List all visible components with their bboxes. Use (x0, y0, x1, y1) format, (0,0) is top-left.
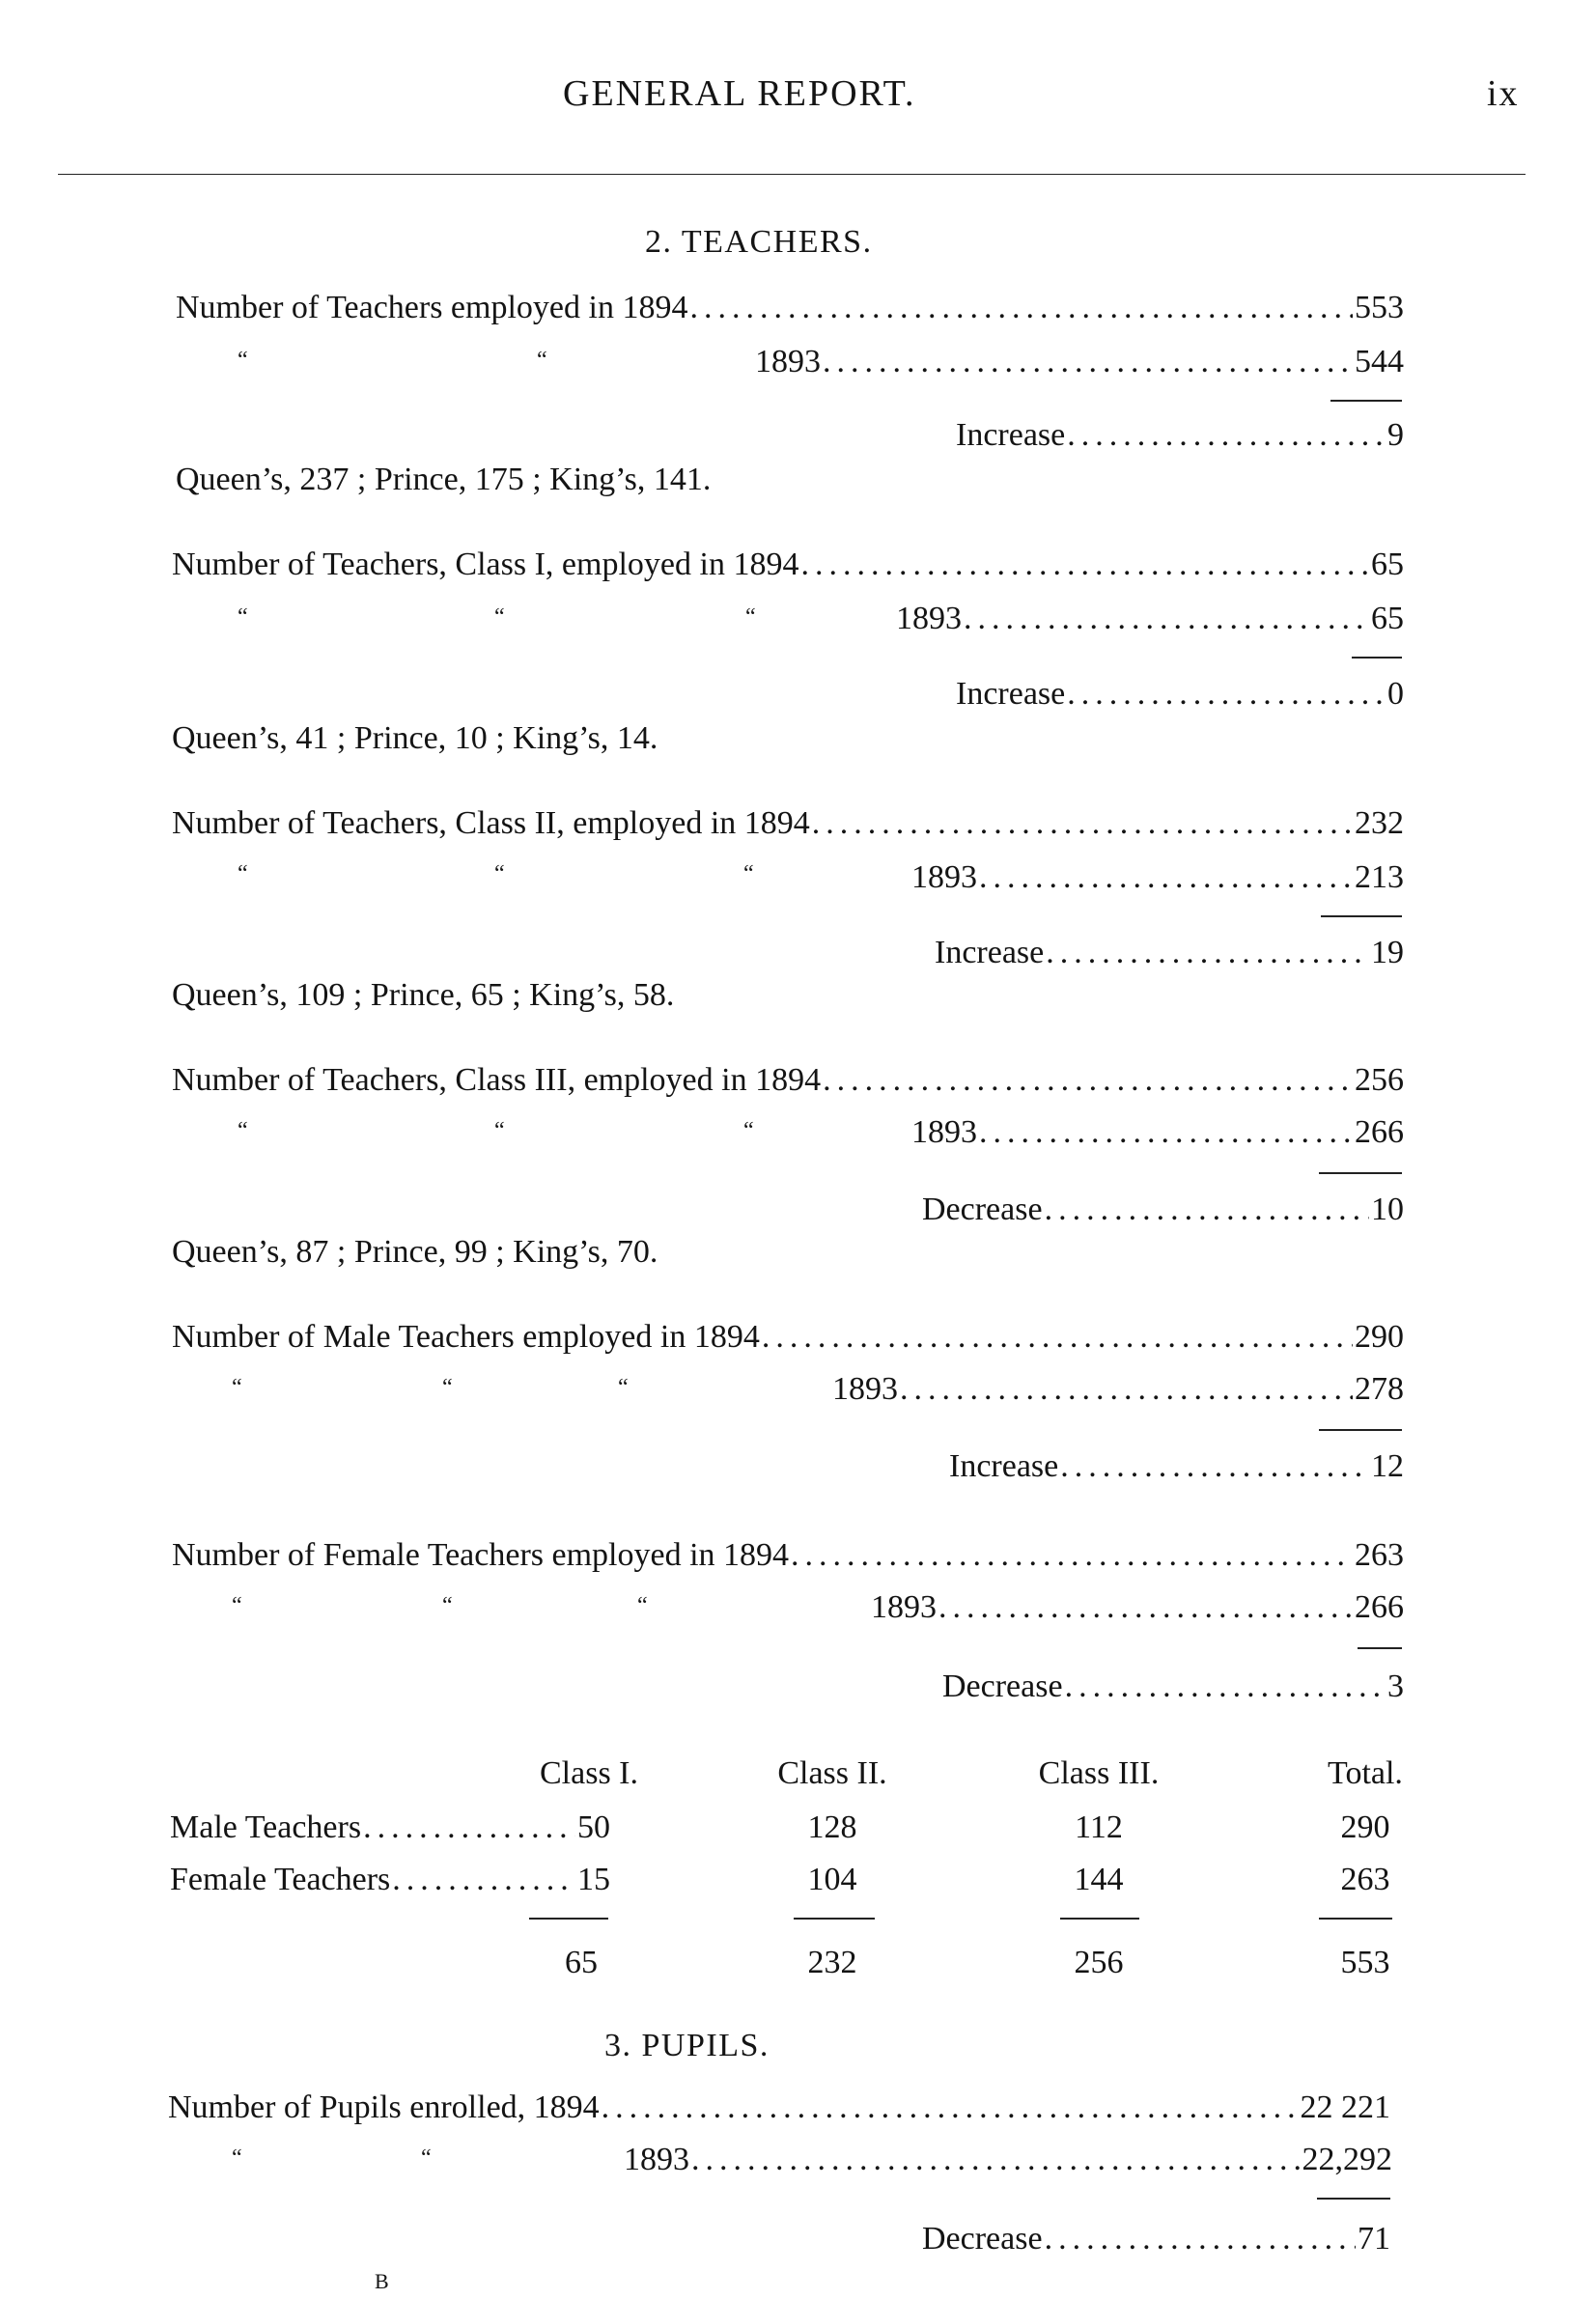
male-1893-label: 1893 (832, 1371, 898, 1407)
teachers-1893-value: 544 (1355, 344, 1404, 379)
sum-rule (1060, 1918, 1139, 1920)
male-1894-line (172, 1321, 1404, 1354)
decrease-value: 3 (1387, 1668, 1404, 1704)
increase-value: 12 (1371, 1448, 1404, 1484)
ditto-mark: “ (238, 604, 248, 630)
sum-rule (1321, 915, 1402, 917)
ditto-mark: “ (745, 604, 756, 630)
table-cell: 290 (1340, 1809, 1390, 1845)
female-1894-label: Number of Female Teachers employed in 1894 (172, 1537, 790, 1573)
pupils-1893-label: 1893 (624, 2142, 689, 2177)
male-1893-value: 278 (1355, 1371, 1404, 1407)
decrease-value: 10 (1371, 1192, 1404, 1227)
distribution-note: Queen’s, 87 ; Prince, 99 ; King’s, 70. (172, 1234, 658, 1270)
male-1894-value: 290 (1355, 1319, 1404, 1355)
male-increase-line (949, 1450, 1404, 1483)
sum-rule (1352, 657, 1402, 659)
male-1893-line (832, 1373, 1404, 1406)
decrease-label: Decrease (922, 1192, 1043, 1227)
teachers-increase-line (956, 419, 1404, 452)
table-row (170, 1864, 610, 1896)
sum-rule (1358, 1647, 1402, 1649)
ditto-mark: “ (442, 1375, 453, 1400)
table-cell: 144 (1074, 1862, 1124, 1897)
class-ii-1894-label: Number of Teachers, Class II, employed in 1894 (172, 805, 810, 841)
distribution-note: Queen’s, 237 ; Prince, 175 ; King’s, 141. (176, 462, 712, 497)
teachers-1894-line (176, 292, 1404, 324)
pupils-1894-label: Number of Pupils enrolled, 1894 (168, 2089, 600, 2125)
table-row (170, 1811, 610, 1844)
class-iii-1893-line (911, 1116, 1404, 1149)
decrease-label: Decrease (942, 1668, 1063, 1704)
class-iii-decrease-line (922, 1193, 1404, 1226)
class-ii-1893-line (911, 861, 1404, 894)
class-iii-1893-value: 266 (1355, 1114, 1404, 1150)
ditto-mark: “ (238, 861, 248, 886)
class-i-1894-label: Number of Teachers, Class I, employed in 1894 (172, 547, 799, 582)
class-i-1894-value: 65 (1371, 547, 1404, 582)
ditto-mark: “ (494, 604, 505, 630)
sum-rule (1319, 1918, 1392, 1920)
page-number: ix (1487, 73, 1520, 114)
ditto-mark: “ (238, 348, 248, 373)
female-1894-value: 263 (1355, 1537, 1404, 1573)
pupils-1894-value: 22 221 (1300, 2089, 1390, 2125)
class-iii-1894-label: Number of Teachers, Class III, employed in 1894 (172, 1062, 822, 1098)
class-iii-1894-value: 256 (1355, 1062, 1404, 1098)
total-cell: 256 (1074, 1945, 1124, 1980)
teachers-1893-label: 1893 (755, 344, 821, 379)
increase-label: Increase (956, 676, 1066, 712)
increase-label: Increase (935, 935, 1045, 970)
increase-value: 0 (1387, 676, 1404, 712)
teachers-1894-value: 553 (1355, 290, 1404, 325)
ditto-mark: “ (637, 1593, 648, 1618)
male-1894-label: Number of Male Teachers employed in 1894 (172, 1319, 760, 1355)
row-label: Female Teachers (170, 1862, 391, 1897)
pupils-1893-line (624, 2144, 1392, 2176)
sum-rule (794, 1918, 875, 1920)
class-ii-1893-label: 1893 (911, 859, 977, 895)
sum-rule (529, 1918, 608, 1920)
page-title: GENERAL REPORT. (563, 73, 916, 114)
female-decrease-line (942, 1670, 1404, 1703)
ditto-mark: “ (238, 1118, 248, 1143)
table-cell: 128 (807, 1809, 857, 1845)
class-i-1893-value: 65 (1371, 601, 1404, 636)
column-header: Class II. (777, 1755, 887, 1791)
ditto-mark: “ (442, 1593, 453, 1618)
teachers-1893-line (755, 346, 1404, 378)
female-1893-line (871, 1591, 1404, 1624)
sum-rule (1319, 1172, 1402, 1174)
decrease-label: Decrease (922, 2221, 1043, 2257)
class-i-1893-label: 1893 (896, 601, 962, 636)
sum-rule (1319, 1429, 1402, 1431)
female-1894-line (172, 1539, 1404, 1572)
sum-rule (1317, 2198, 1390, 2200)
total-cell: 553 (1340, 1945, 1390, 1980)
pupils-1893-value: 22,292 (1302, 2142, 1392, 2177)
female-1893-label: 1893 (871, 1589, 937, 1625)
increase-label: Increase (949, 1448, 1059, 1484)
class-iii-1894-line (172, 1064, 1404, 1097)
row-label: Male Teachers (170, 1809, 362, 1845)
table-cell: 112 (1075, 1809, 1123, 1845)
total-cell: 65 (565, 1945, 598, 1980)
header-rule (58, 174, 1526, 175)
column-header: Class III. (1038, 1755, 1160, 1791)
distribution-note: Queen’s, 109 ; Prince, 65 ; King’s, 58. (172, 977, 675, 1013)
section-heading-pupils: 3. PUPILS. (604, 2028, 770, 2063)
pupils-decrease-line (922, 2223, 1390, 2256)
signature-mark: B (375, 2269, 389, 2293)
section-heading-teachers: 2. TEACHERS. (645, 224, 873, 260)
table-cell: 15 (577, 1862, 610, 1897)
ditto-mark: “ (232, 1593, 242, 1618)
ditto-mark: “ (494, 861, 505, 886)
total-cell: 232 (807, 1945, 857, 1980)
ditto-mark: “ (232, 2145, 242, 2171)
ditto-mark: “ (537, 348, 547, 373)
class-i-1894-line (172, 548, 1404, 581)
class-i-1893-line (896, 603, 1404, 635)
class-ii-1894-line (172, 807, 1404, 840)
table-cell: 263 (1340, 1862, 1390, 1897)
ditto-mark: “ (421, 2145, 432, 2171)
ditto-mark: “ (743, 1118, 754, 1143)
class-iii-1893-label: 1893 (911, 1114, 977, 1150)
ditto-mark: “ (232, 1375, 242, 1400)
decrease-value: 71 (1358, 2221, 1390, 2257)
increase-label: Increase (956, 417, 1066, 453)
ditto-mark: “ (743, 861, 754, 886)
increase-value: 9 (1387, 417, 1404, 453)
pupils-1894-line (168, 2091, 1390, 2124)
distribution-note: Queen’s, 41 ; Prince, 10 ; King’s, 14. (172, 720, 658, 756)
class-ii-increase-line (935, 937, 1404, 969)
class-ii-1894-value: 232 (1355, 805, 1404, 841)
column-header: Total. (1328, 1755, 1403, 1791)
increase-value: 19 (1371, 935, 1404, 970)
class-i-increase-line (956, 678, 1404, 711)
female-1893-value: 266 (1355, 1589, 1404, 1625)
ditto-mark: “ (618, 1375, 629, 1400)
column-header: Class I. (540, 1755, 638, 1791)
teachers-1894-label: Number of Teachers employed in 1894 (176, 290, 688, 325)
table-cell: 104 (807, 1862, 857, 1897)
sum-rule (1330, 400, 1402, 402)
ditto-mark: “ (494, 1118, 505, 1143)
class-ii-1893-value: 213 (1355, 859, 1404, 895)
table-cell: 50 (577, 1809, 610, 1845)
